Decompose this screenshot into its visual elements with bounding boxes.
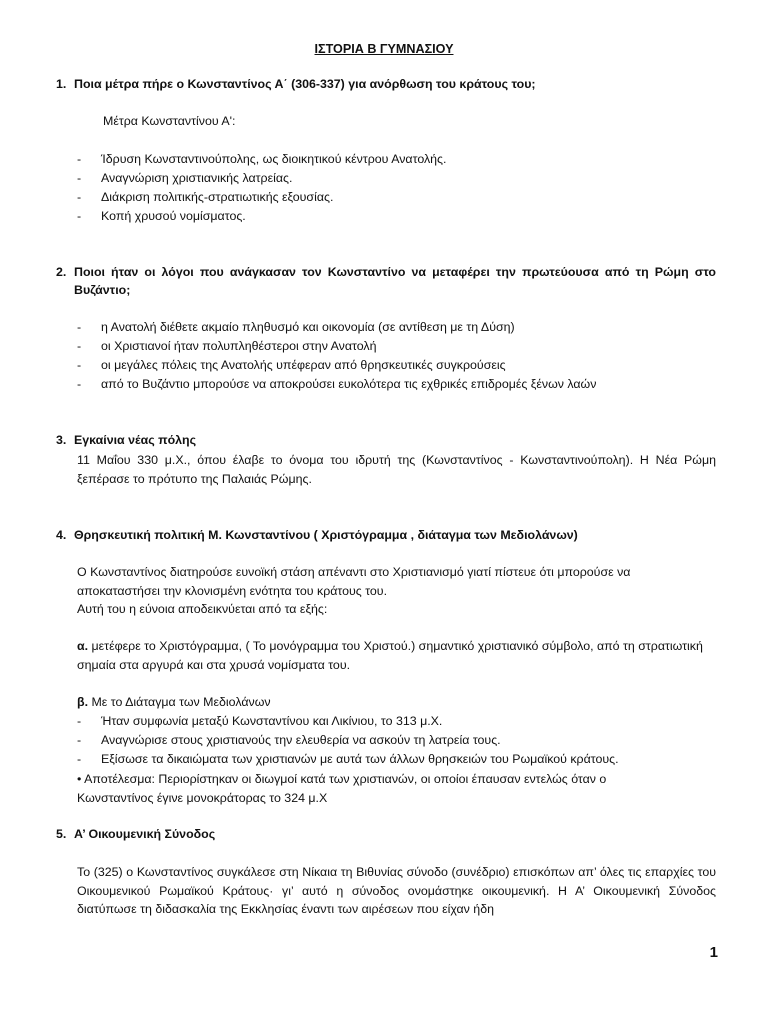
question-4-result (77, 770, 716, 807)
question-1-text: Ποια μέτρα πήρε ο Κωνσταντίνος Α΄ (306-337) για ανόρθωση του κράτους του; (74, 77, 536, 91)
list-item: - Εξίσωσε τα δικαιώματα των χριστιανών με αυτά των άλλων θρησκειών του Ρωμαϊκού κράτους. (77, 752, 619, 766)
question-5 (56, 825, 716, 843)
list-item: - η Ανατολή διέθετε ακμαίο πληθυσμό και οικονομία (σε αντίθεση με τη Δύση) (77, 320, 515, 334)
question-4-paragraph-1: Ο Κωνσταντίνος διατηρούσε ευνοϊκή στάση απέναντι στο Χριστιανισμό γιατί πίστευε ότι μπορούσε να αποκαταστήσει την κλονισμένη ενότητα του κράτους του. (77, 565, 631, 598)
question-1-subtitle: Μέτρα Κωνσταντίνου Α': (103, 114, 236, 128)
question-4-number: 4. (56, 528, 67, 542)
result-line-2: Κωνσταντίνος έγινε μονοκράτορας το 324 μ.Χ (77, 790, 328, 805)
document-title: ΙΣΤΟΡΙΑ Β ΓΥΜΝΑΣΙΟΥ (314, 42, 454, 56)
question-2-list (77, 318, 728, 394)
question-5-number: 5. (56, 827, 67, 841)
question-2-text: Ποιοι ήταν οι λόγοι που ανάγκασαν τον Κωνσταντίνο να μεταφέρει την πρωτεύουσα από τη Ρώμη στο Βυζάντιο; (74, 265, 716, 297)
question-3 (56, 431, 716, 449)
question-1 (56, 75, 716, 93)
question-1-number: 1. (56, 77, 67, 91)
question-2-number: 2. (56, 265, 67, 279)
question-4-beta (77, 693, 716, 712)
list-item: - Κοπή χρυσού νομίσματος. (77, 209, 246, 223)
list-item: - από το Βυζάντιο μπορούσε να αποκρούσει ευκολότερα τις εχθρικές επιδρομές ξένων λαών (77, 377, 597, 391)
beta-label: β. (77, 695, 89, 709)
list-item: - οι Χριστιανοί ήταν πολυπληθέστεροι στην Ανατολή (77, 339, 377, 353)
list-item: - Ίδρυση Κωνσταντινούπολης, ως διοικητικού κέντρου Ανατολής. (77, 152, 447, 166)
question-5-text: Α’ Οικουμενική Σύνοδος (74, 827, 216, 841)
question-4 (56, 526, 716, 544)
page-number: 1 (709, 944, 718, 961)
question-3-text: Εγκαίνια νέας πόλης (74, 433, 197, 447)
list-item: - Διάκριση πολιτικής-στρατιωτικής εξουσίας. (77, 190, 334, 204)
list-item: - Αναγνώριση χριστιανικής λατρείας. (77, 171, 293, 185)
list-item: - Αναγνώρισε στους χριστιανούς την ελευθερία να ασκούν τη λατρεία τους. (77, 733, 501, 747)
list-item: - οι μεγάλες πόλεις της Ανατολής υπέφεραν από θρησκευτικές συγκρούσεις (77, 358, 506, 372)
question-4-alpha (77, 637, 716, 674)
beta-text: Με το Διάταγμα των Μεδιολάνων (91, 695, 271, 709)
question-1-list (77, 150, 728, 226)
question-5-body: Το (325) ο Κωνσταντίνος συγκάλεσε στη Νίκαια τη Βιθυνίας σύνοδο (συνέδριο) επισκόπων απ’ όλες τις επαρχίες του Οικουμενικού Ρωμαϊκού Κράτους· γι’ αυτό η σύνοδος ονομάστηκε οικουμενική. Η Α’ Οικουμενική Σύνοδος διατύπωσε τη διδασκαλία της Εκκλησίας έναντι των αιρέσεων που είχαν ήδη (77, 865, 716, 916)
question-4-list (77, 712, 728, 769)
question-2 (56, 263, 716, 299)
list-item: - Ήταν συμφωνία μεταξύ Κωνσταντίνου και Λικίνιου, το 313 μ.Χ. (77, 714, 443, 728)
alpha-label: α. (77, 639, 89, 653)
question-3-body: 11 Μαΐου 330 μ.Χ., όπου έλαβε το όνομα του ιδρυτή της (Κωνσταντίνος - Κωνσταντινούπολη). Η Νέα Ρώμη ξεπέρασε το πρότυπο της Παλαιάς Ρώμης. (77, 453, 716, 486)
alpha-text: μετέφερε το Χριστόγραμμα, ( Το μονόγραμμα του Χριστού.) σημαντικό χριστιανικό σύμβολο, από τη στρατιωτική σημαία στα αργυρά και στα χρυσά νομίσματα του. (77, 639, 703, 672)
question-4-paragraph-2: Αυτή του η εύνοια αποδεικνύεται από τα εξής: (77, 602, 328, 616)
question-3-number: 3. (56, 433, 67, 447)
question-4-intro (77, 563, 716, 619)
question-4-text: Θρησκευτική πολιτική Μ. Κωνσταντίνου ( Χριστόγραμμα , διάταγμα των Μεδιολάνων) (74, 528, 578, 542)
result-line-1: • Αποτέλεσμα: Περιορίστηκαν οι διωγμοί κατά των χριστιανών, οι οποίοι έπαυσαν εντελώς όταν ο (77, 772, 607, 786)
